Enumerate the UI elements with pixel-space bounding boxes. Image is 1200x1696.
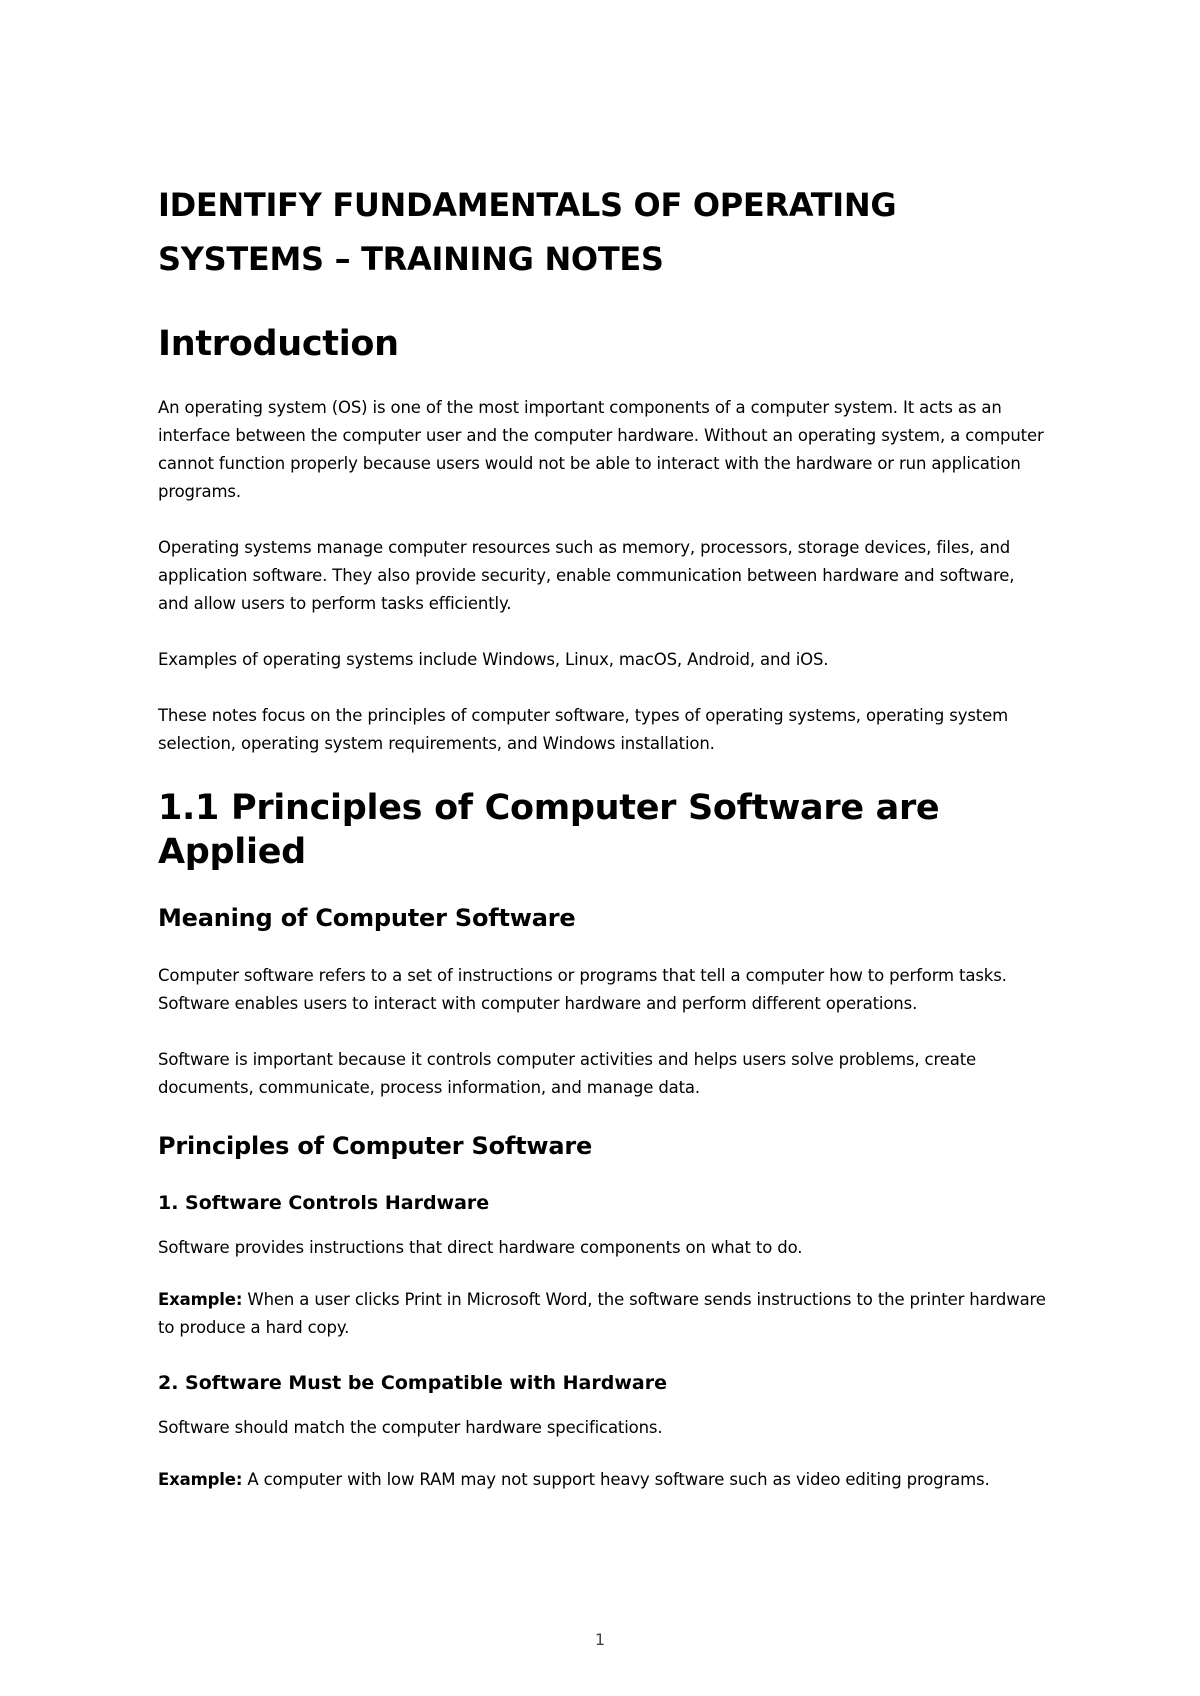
- example-label: Example:: [158, 1290, 243, 1309]
- meaning-heading: Meaning of Computer Software: [158, 904, 576, 932]
- principle-2-heading: 2. Software Must be Compatible with Hardware: [158, 1372, 667, 1394]
- intro-paragraph-2: Operating systems manage computer resources such as memory, processors, storage devices, files, and application software. They also provide security, enable communication between hardware and software, and allow users to perform tasks efficiently.: [158, 538, 1015, 613]
- principle-2-text: Software should match the computer hardware specifications.: [158, 1418, 663, 1437]
- example-text: A computer with low RAM may not support heavy software such as video editing programs.: [242, 1470, 990, 1489]
- principles-heading: Principles of Computer Software: [158, 1132, 593, 1160]
- intro-paragraph-1: An operating system (OS) is one of the most important components of a computer system. It acts as an interface between the computer user and the computer hardware. Without an operating system, a computer cannot function properly because users would not be able to interact with the hardware or run application programs.: [158, 398, 1044, 501]
- example-label: Example:: [158, 1470, 243, 1489]
- intro-paragraph-4: These notes focus on the principles of computer software, types of operating systems, operating system selection, operating system requirements, and Windows installation.: [158, 706, 1009, 753]
- meaning-paragraph-1: Computer software refers to a set of instructions or programs that tell a computer how to perform tasks. Software enables users to interact with computer hardware and perform different operations.: [158, 966, 1007, 1013]
- example-text: When a user clicks Print in Microsoft Word, the software sends instructions to the printer hardware to produce a hard copy.: [158, 1290, 1046, 1337]
- meaning-paragraph-2: Software is important because it controls computer activities and helps users solve problems, create documents, communicate, process information, and manage data.: [158, 1050, 977, 1097]
- document-title: IDENTIFY FUNDAMENTALS OF OPERATING SYSTEMS – TRAINING NOTES: [158, 186, 897, 278]
- section-1-1-heading: 1.1 Principles of Computer Software are Applied: [158, 788, 940, 872]
- intro-paragraph-3: Examples of operating systems include Windows, Linux, macOS, Android, and iOS.: [158, 650, 829, 669]
- principle-1-text: Software provides instructions that direct hardware components on what to do.: [158, 1238, 803, 1257]
- page-number: 1: [594, 1630, 606, 1649]
- principle-1-heading: 1. Software Controls Hardware: [158, 1192, 490, 1214]
- principle-1-example: [158, 1286, 1050, 1342]
- introduction-heading: Introduction: [158, 324, 399, 364]
- principle-2-example: [158, 1466, 1050, 1494]
